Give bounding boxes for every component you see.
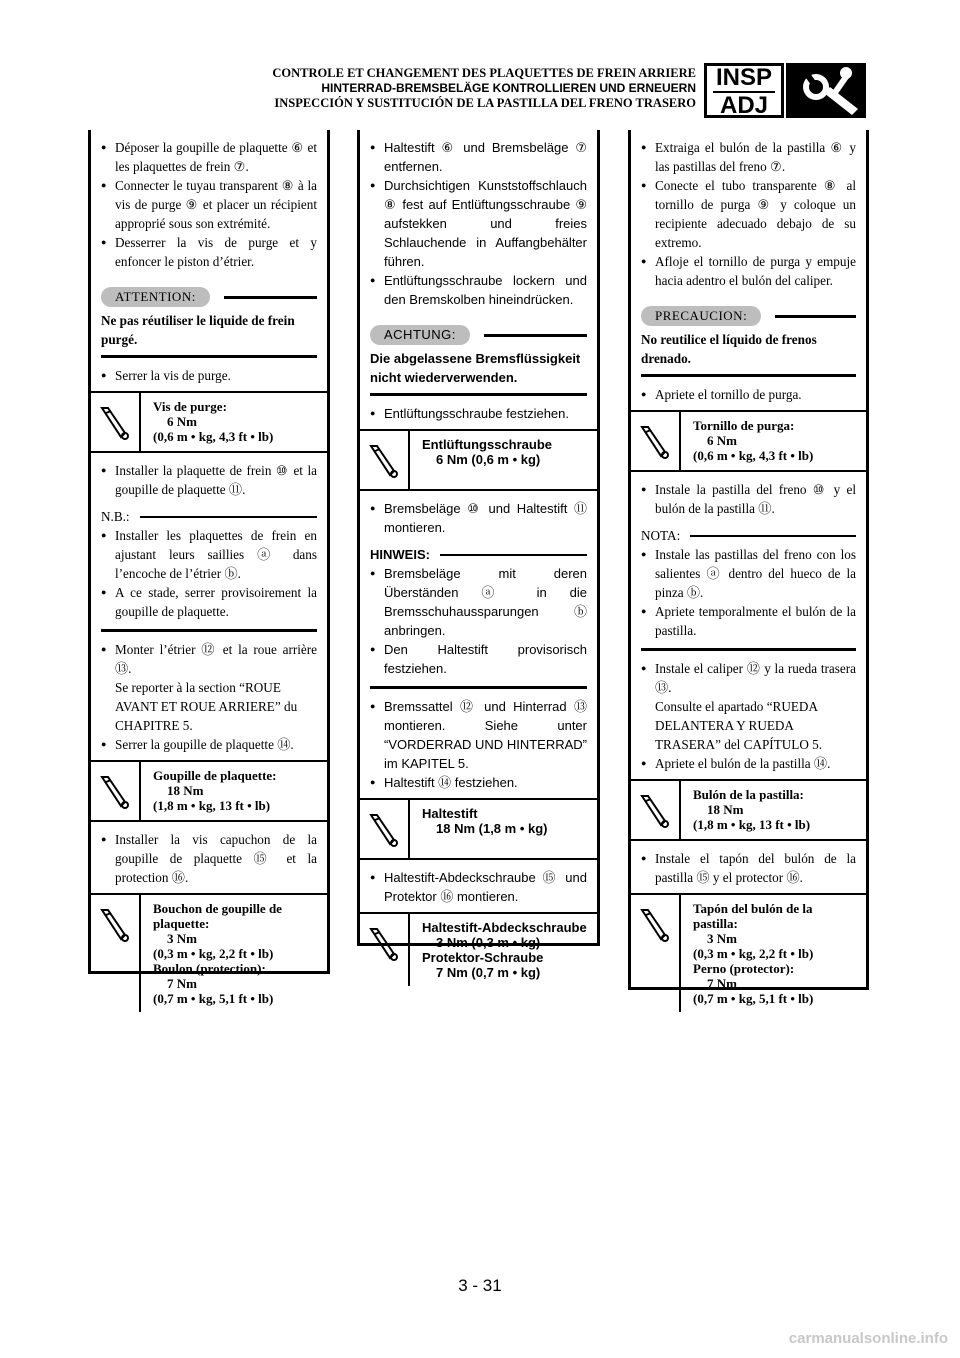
note-label: HINWEIS: [370,547,430,562]
spec-value: 18 Nm [707,802,744,817]
list-item: ● Entlüftungsschraube lockern und den Bremskolben hineindrücken. [370,271,587,309]
page-number: 3 - 31 [458,1276,502,1295]
torque-wrench-icon [360,914,410,986]
caution-label: ATTENTION: [101,287,210,307]
spec-value: (1,8 m • kg, 13 ft • lb) [693,817,811,832]
column-french [88,130,330,1006]
caution-block [370,325,587,396]
torque-wrench-icon [91,895,141,1012]
spec-value: 6 Nm (0,6 m • kg) [436,452,541,467]
caution-text: Ne pas réutiliser le liquide de frein purgé. [101,311,317,358]
torque-wrench-icon [91,762,141,820]
list-item: ● Installer la vis capuchon de la goupille de plaquette ⑮ et la protection ⑯. [101,830,317,887]
caution-block [101,287,317,358]
torque-spec [91,391,327,453]
spec-title: Protektor-Schraube [422,950,544,965]
torque-spec [360,798,597,860]
list-item: ● Den Haltestift provisorisch festziehen. [370,640,587,678]
spec-value: 7 Nm (0,7 m • kg) [436,965,541,980]
tools-icon [786,63,866,118]
list-item: ● Extraiga el bulón de la pastilla ⑥ y las pastillas del freno ⑦. [641,138,856,176]
list-item: ● Desserrer la vis de purge et y enfoncer le piston d’étrier. [101,233,317,271]
torque-spec [91,760,327,822]
caution-label: ACHTUNG: [370,325,470,345]
spec-value: (0,3 m • kg, 2,2 ft • lb) [153,946,274,961]
torque-spec [631,893,866,1012]
note-header [641,526,856,545]
torque-wrench-icon [91,393,141,451]
torque-wrench-icon [631,412,681,470]
spec-value: 18 Nm [167,783,204,798]
list-item: ● A ce stade, serrer provisoirement la goupille de plaquette. [101,583,317,621]
list-item: ● Apriete el tornillo de purga. [641,385,856,404]
spec-value: 7 Nm [707,976,737,991]
list-item: ● Serrer la goupille de plaquette ⑭. [101,735,317,754]
torque-wrench-icon [631,895,681,1012]
list-item: ● Entlüftungsschraube festziehen. [370,404,587,423]
caution-label: PRECAUCION: [641,306,761,326]
torque-wrench-icon [631,781,681,839]
badge-insp: INSP [713,66,775,93]
list-item: ● Durchsichtigen Kunststoffschlauch ⑧ fest auf Entlüftungsschraube ⑨ aufstekken und freies Schlauchende in Auffangbehälter führen. [370,176,587,271]
list-item: ● Monter l’étrier ⑫ et la roue arrière ⑬. [101,640,317,678]
spec-value: (1,8 m • kg, 13 ft • lb) [153,798,271,813]
list-item: ● Instale las pastillas del freno con los salientes ⓐ dentro del hueco de la pinza ⓑ. [641,545,856,602]
list-item: ● Bremsbeläge ⑩ und Haltestift ⑪ montieren. [370,499,587,537]
spec-value: (0,7 m • kg, 5,1 ft • lb) [693,991,814,1006]
spec-title: Vis de purge: [153,399,227,414]
spec-title: Perno (protector): [693,961,795,976]
spec-value: (0,6 m • kg, 4,3 ft • lb) [693,448,814,463]
watermark: carmanualsonline.info [788,1330,948,1347]
spec-value: (0,3 m • kg, 2,2 ft • lb) [693,946,814,961]
spec-value: 6 Nm [707,433,737,448]
list-item: ● Haltestift ⑭ festziehen. [370,773,587,792]
list-item: ● Serrer la vis de purge. [101,366,317,385]
spec-value: 6 Nm [167,414,197,429]
badge-adj: ADJ [719,92,768,119]
header-title-fr: CONTROLE ET CHANGEMENT DES PLAQUETTES DE FREIN ARRIERE [272,66,696,80]
caution-block [641,306,856,377]
page-header [180,66,696,111]
spec-value: 3 Nm [167,931,197,946]
list-item: ● Instale el tapón del bulón de la pastilla ⑮ y el protector ⑯. [641,849,856,887]
list-item: ● Installer la plaquette de frein ⑩ et la goupille de plaquette ⑪. [101,461,317,499]
spec-title: Boulon (protection): [153,961,266,976]
list-item: ● Déposer la goupille de plaquette ⑥ et les plaquettes de frein ⑦. [101,138,317,176]
list-item: ● Connecter le tuyau transparent ⑧ à la vis de purge ⑨ et placer un récipient approprié sous son extrémité. [101,176,317,233]
spec-value: (0,6 m • kg, 4,3 ft • lb) [153,429,274,444]
list-item: ● Instale el caliper ⑫ y la rueda trasera ⑬. [641,659,856,697]
note-label: N.B.: [101,509,130,524]
insp-adj-badge [704,63,784,118]
list-item: ● Bremssattel ⑫ und Hinterrad ⑬ montieren. Siehe unter “VORDERRAD UND HINTERRAD” im KAPITEL 5. [370,697,587,773]
spec-value: 7 Nm [167,976,197,991]
header-title-es: INSPECCIÓN Y SUSTITUCIÓN DE LA PASTILLA DEL FRENO TRASERO [274,96,696,110]
spec-title: Haltestift [422,806,478,821]
torque-spec [360,912,597,986]
list-item-continuation: Consulte el apartado “RUEDA DELANTERA Y RUEDA TRASERA” del CAPÍTULO 5. [655,699,823,752]
header-title-de: HINTERRAD-BREMSBELÄGE KONTROLLIEREN UND ERNEUERN [321,81,696,95]
note-label: NOTA: [641,528,681,543]
torque-wrench-icon [360,800,410,858]
spec-title: Tapón del bulón de la pastilla: [693,901,813,931]
spec-title: Goupille de plaquette: [153,768,277,783]
spec-value: 3 Nm [707,931,737,946]
list-item: ● Apriete temporalmente el bulón de la pastilla. [641,602,856,640]
spec-value: (0,7 m • kg, 5,1 ft • lb) [153,991,274,1006]
list-item: ● Installer les plaquettes de frein en ajustant leurs saillies ⓐ dans l’encoche de l’étrier ⓑ. [101,526,317,583]
torque-spec [91,893,327,1012]
torque-spec [360,429,597,491]
note-header [370,545,587,564]
caution-text: Die abgelassene Bremsflüssigkeit nicht wiederverwenden. [370,349,587,396]
spec-title: Bouchon de goupille de plaquette: [153,901,282,931]
note-header [101,507,317,526]
torque-wrench-icon [360,431,410,489]
list-item: ● Haltestift ⑥ und Bremsbeläge ⑦ entfernen. [370,138,587,176]
list-item: ● Instale la pastilla del freno ⑩ y el bulón de la pastilla ⑪. [641,480,856,518]
caution-text: No reutilice el líquido de frenos drenado. [641,330,856,377]
spec-title: Tornillo de purga: [693,418,795,433]
column-spanish [628,130,869,1006]
spec-value: 3 Nm (0,3 m • kg) [436,935,541,950]
list-item: ● Afloje el tornillo de purga y empuje hacia adentro el bulón del caliper. [641,252,856,290]
torque-spec [631,779,866,841]
spec-title: Entlüftungsschraube [422,437,553,452]
list-item: ● Apriete el bulón de la pastilla ⑭. [641,754,856,773]
list-item-continuation: Se reporter à la section “ROUE AVANT ET ROUE ARRIERE” du CHAPITRE 5. [115,680,298,733]
list-item: ● Conecte el tubo transparente ⑧ al tornillo de purga ⑨ y coloque un recipiente adecuado debajo de su extremo. [641,176,856,252]
spec-title: Bulón de la pastilla: [693,787,804,802]
list-item: ● Bremsbeläge mit deren Überständen ⓐ in die Bremsschuhaussparungen ⓑ anbringen. [370,564,587,640]
spec-value: 18 Nm (1,8 m • kg) [436,821,548,836]
list-item: ● Haltestift-Abdeckschraube ⑮ und Protektor ⑯ montieren. [370,868,587,906]
spec-title: Haltestift-Abdeckschraube [422,920,587,935]
torque-spec [631,410,866,472]
column-german [357,130,600,980]
